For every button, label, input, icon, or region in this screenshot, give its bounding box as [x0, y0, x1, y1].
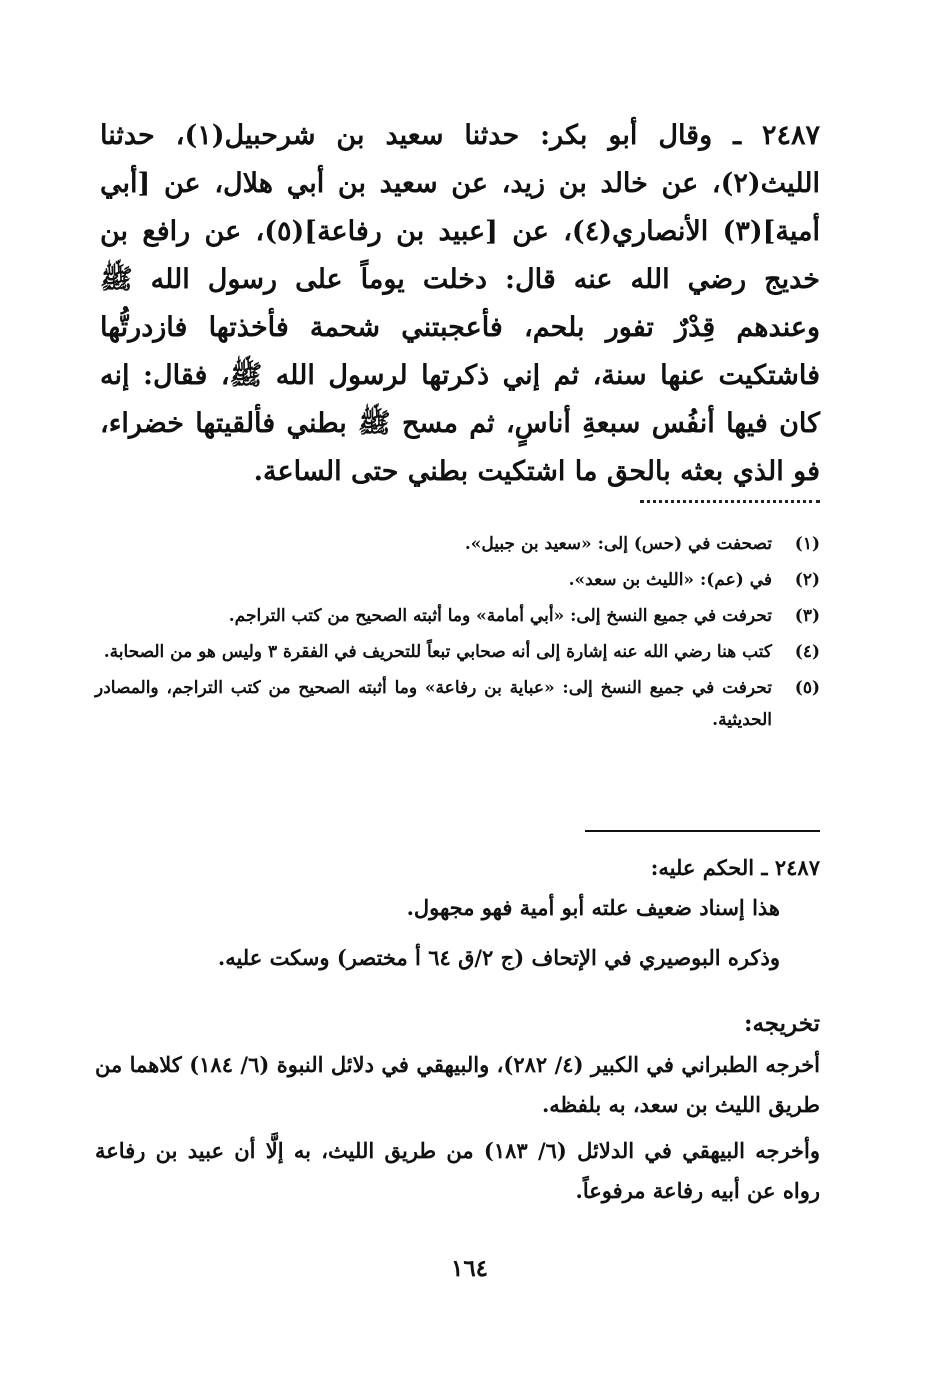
footnote-text: في (عم): «الليث بن سعد». — [568, 570, 772, 590]
ruling-line: وذكره البوصيري في الإتحاف (ج ٢/ق ٦٤ أ مختصر) وسكت عليه. — [217, 945, 780, 970]
takhrij-section — [95, 1010, 820, 1217]
footnote-item — [95, 600, 820, 632]
footnote-number: (٥) — [794, 678, 820, 698]
footnote-text: تحرفت في جميع النسخ إلى: «أبي أمامة» وما أثبته الصحيح من كتب التراجم. — [228, 606, 772, 626]
footnote-item — [95, 564, 820, 596]
footnote-number: (٣) — [794, 606, 820, 626]
footnote-number: (٢) — [794, 570, 820, 590]
hadith-text: ٢٤٨٧ ـ وقال أبو بكر: حدثنا سعيد بن شرحبيل(١)، حدثنا الليث(٢)، عن خالد بن زيد، عن سعيد بن أبي هلال، عن [أبي أمية](٣) الأنصاري(٤)، عن [عبيد بن رفاعة](٥)، عن رافع بن خديج رضي الله عنه قال: دخلت يوماً على رسول الله ﷺ وعندهم قِدْرٌ تفور بلحم، فأعجبتني شحمة فأخذتها فازدرتُّها فاشتكيت عنها سنة، ثم إني ذكرتها لرسول الله ﷺ، فقال: إنه كان فيها أنفُس سبعةِ أناسٍ، ثم مسح ﷺ بطني فألقيتها خضراء، فو الذي بعثه بالحق ما اشتكيت بطني حتى الساعة. — [100, 120, 821, 487]
ruling-heading: ٢٤٨٧ ـ الحكم عليه: — [650, 855, 820, 880]
ruling-line: هذا إسناد ضعيف علته أبو أمية فهو مجهول. — [406, 895, 780, 920]
footnote-item — [95, 636, 820, 668]
page-number: ١٦٤ — [450, 1255, 489, 1282]
footnote-item — [95, 672, 820, 736]
footnote-item — [95, 528, 820, 560]
footnote-text: تحرفت في جميع النسخ إلى: «عباية بن رفاعة» وما أثبته الصحيح من كتب التراجم، والمصادر الحديثية. — [95, 678, 772, 730]
footnote-text: تصحفت في (حس) إلى: «سعيد بن جبيل». — [464, 534, 772, 554]
footnote-number: (٤) — [794, 642, 820, 662]
section-divider — [585, 830, 820, 832]
takhrij-paragraph: وأخرجه البيهقي في الدلائل (٦/ ١٨٣) من طريق الليث، به إلَّا أن عبيد بن رفاعة رواه عن أبيه رفاعة مرفوعاً. — [95, 1138, 820, 1203]
footnote-separator — [640, 500, 820, 503]
footnote-text: كتب هنا رضي الله عنه إشارة إلى أنه صحابي تبعاً للتحريف في الفقرة ٣ وليس هو من الصحابة. — [103, 642, 772, 662]
takhrij-paragraph: أخرجه الطبراني في الكبير (٤/ ٢٨٢)، والبيهقي في دلائل النبوة (٦/ ١٨٤) كلاهما من طريق الليث بن سعد، به بلفظه. — [95, 1052, 821, 1117]
footnotes — [95, 528, 820, 740]
takhrij-heading: تخريجه: — [743, 1010, 820, 1037]
footnote-number: (١) — [794, 534, 820, 554]
ruling-section — [100, 855, 820, 988]
